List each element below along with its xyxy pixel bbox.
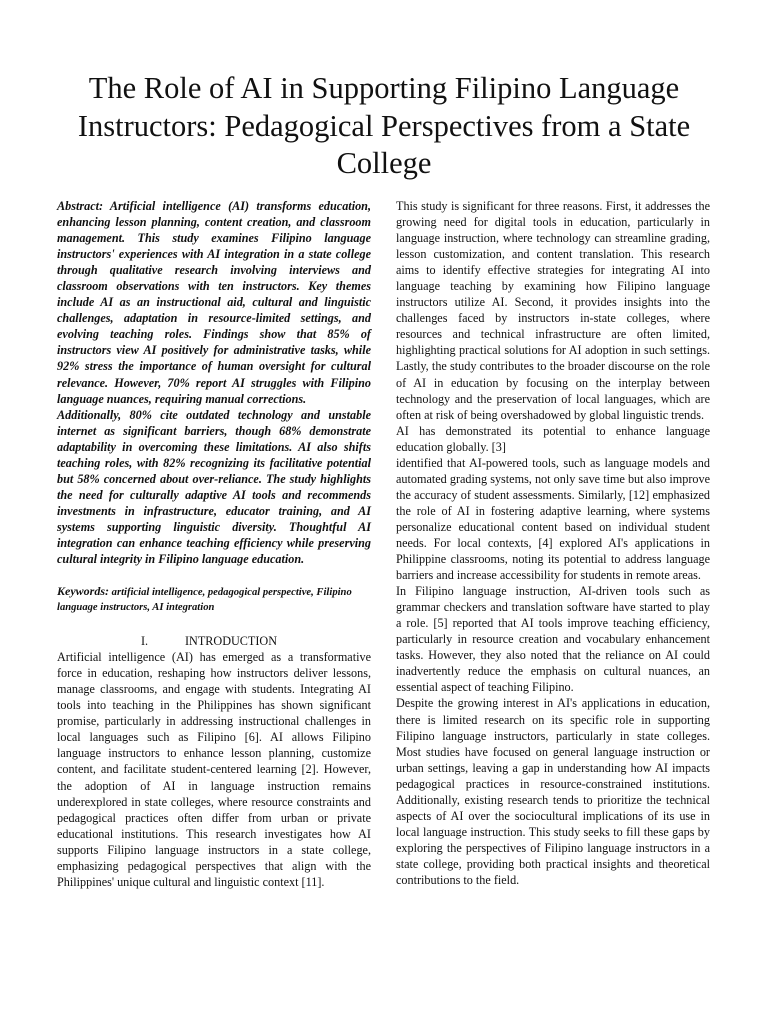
body-paragraph-significance: This study is significant for three reasons. First, it addresses the growing need for digital tools in education, particularly in language instruction, where technology can streamline grading, lesson customization, and content translation. This research aims to identify effective strategies for integrating AI into language teaching by examining how Filipino language instructors utilize AI. Second, it provides insights into the challenges faced by instructors in-state colleges, where resources and technical infrastructure are often limited, highlighting practical solutions for AI adoption in such settings. Lastly, the study contributes to the broader discourse on the role of AI in education by focusing on the interplay between technology and the preservation of local languages, which are often at risk of being overshadowed by global linguistic trends. — [396, 199, 710, 422]
right-column — [396, 198, 710, 888]
section-heading-introduction — [57, 633, 371, 649]
left-column — [57, 198, 371, 890]
section-title: INTRODUCTION — [184, 634, 278, 649]
keywords-text: artificial intelligence, pedagogical perspective, Filipino language instructors, AI integration — [57, 587, 352, 614]
body-paragraph-research-gap: Despite the growing interest in AI's applications in education, there is limited research on its specific role in supporting Filipino language instructors, particularly in state colleges. Most studies have focused on general language instruction or urban settings, leaving a gap in understanding how AI impacts pedagogical practices in resource-constrained institutions. Additionally, existing research tends to prioritize the technical aspects of AI over the sociocultural implications of its use in local language instruction. This study seeks to fill these gaps by exploring the perspectives of Filipino language instructors in a state college, providing both practical insights and theoretical contributions to the field. — [396, 696, 710, 887]
paper-title: The Role of AI in Supporting Filipino Language Instructors: Pedagogical Perspectives from a State College — [77, 71, 691, 180]
body-paragraph-ai-tools: identified that AI-powered tools, such as language models and automated grading systems, not only save time but also improve the accuracy of student assessments. Similarly, [12] emphasized the role of AI in fostering adaptive learning, where systems personalize educational content based on individual student needs. For local contexts, [4] explored AI's applications in Philippine classrooms, noting its potential to address language barriers and increase accessibility for students in remote areas. — [396, 455, 710, 583]
keywords — [57, 584, 371, 615]
keywords-label: Keywords: — [57, 584, 109, 599]
section-number: I. — [140, 634, 149, 649]
abstract-paragraph-2: Additionally, 80% cite outdated technology and unstable internet as significant barriers, though 68% demonstrate adaptability in overcoming these limitations. AI also shifts teaching roles, with 82% recognizing its facilitative potential but 58% concerned about over-reliance. The study highlights the need for culturally adaptive AI tools and recommends investments in infrastructure, educator training, and AI systems supporting linguistic diversity. Thoughtful AI integration can enhance teaching efficiency while preserving cultural integrity in Filipino language education. — [57, 407, 371, 567]
introduction-paragraph-1: Artificial intelligence (AI) has emerged as a transformative force in education, reshaping how instructors deliver lessons, manage classrooms, and engage with students. Integrating AI tools into teaching in the Philippines has shown significant promise, particularly in addressing instructional challenges in local languages such as Filipino [6]. AI allows Filipino language instructors to enhance lesson planning, customize content, and facilitate student-centered learning [2]. However, the adoption of AI in language instruction remains underexplored in state colleges, where resource constraints and pedagogical practices often differ from urban or private educational institutions. This research investigates how AI supports Filipino language instructors in a state college, emphasizing pedagogical perspectives that align with the Philippines' unique cultural and linguistic context [11]. — [57, 650, 371, 889]
abstract-paragraph-1: Abstract: Artificial intelligence (AI) transforms education, enhancing lesson planning, content creation, and classroom management. This study examines Filipino language instructors' experiences with AI integration in a state college through qualitative research involving interviews and classroom observations with ten instructors. Key themes include AI as an instructional aid, cultural and linguistic challenges, adaptation in resource-limited settings, and evolving teaching roles. Findings show that 85% of instructors view AI positively for administrative tasks, while 92% stress the importance of human oversight for cultural relevance. However, 70% report AI struggles with Filipino language nuances, requiring manual corrections. — [57, 199, 371, 406]
body-paragraph-filipino-instruction: In Filipino language instruction, AI-driven tools such as grammar checkers and translation software have started to play a role. [5] reported that AI tools improve teaching efficiency, particularly in resource creation and vocabulary enhancement tasks. However, they also noted that the reliance on AI could inadvertently reduce the emphasis on cultural nuances, an essential aspect of teaching Filipino. — [396, 584, 710, 695]
body-paragraph-ai-potential: AI has demonstrated its potential to enhance language education globally. [3] — [396, 423, 710, 454]
